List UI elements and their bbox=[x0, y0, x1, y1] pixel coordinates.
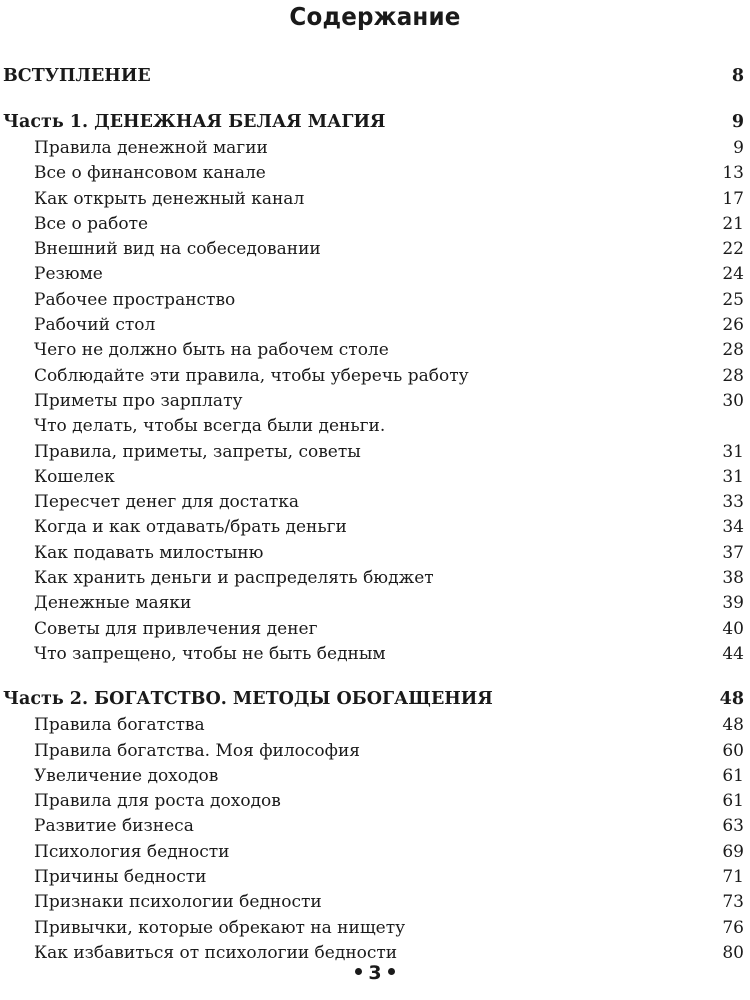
table-of-contents bbox=[0, 62, 750, 984]
toc-page-number: 37 bbox=[722, 542, 744, 563]
footer-page-number: 3 bbox=[368, 962, 382, 984]
toc-item bbox=[0, 764, 750, 789]
toc-page-number: 25 bbox=[722, 289, 744, 310]
toc-heading-part-2 bbox=[0, 685, 750, 713]
toc-item bbox=[0, 364, 750, 389]
toc-page-number: 60 bbox=[722, 740, 744, 761]
toc-item-label: Все о финансовом канале bbox=[34, 163, 266, 184]
toc-page-number: 48 bbox=[722, 715, 744, 736]
toc-items-part-2 bbox=[0, 713, 750, 966]
footer-dot-left bbox=[355, 968, 362, 975]
toc-page-number: 9 bbox=[731, 112, 744, 132]
toc-item-label: Правила, приметы, запреты, советы bbox=[34, 441, 361, 462]
toc-item-label: Внешний вид на собеседовании bbox=[34, 239, 321, 260]
toc-item bbox=[0, 490, 750, 515]
toc-item bbox=[0, 161, 750, 186]
toc-page-number: 9 bbox=[733, 138, 744, 158]
toc-item-label: Соблюдайте эти правила, чтобы уберечь работу bbox=[34, 365, 469, 386]
toc-item bbox=[0, 389, 750, 414]
toc-items-part-1 bbox=[0, 136, 750, 667]
toc-item-label: Как открыть денежный канал bbox=[34, 188, 305, 209]
toc-page-number: 61 bbox=[722, 791, 744, 812]
toc-item-label: Причины бедности bbox=[34, 867, 207, 888]
toc-page-number: 40 bbox=[722, 618, 744, 639]
toc-item bbox=[0, 237, 750, 262]
toc-item-label: Увеличение доходов bbox=[34, 765, 219, 786]
toc-item bbox=[0, 566, 750, 591]
toc-page-number: 38 bbox=[722, 568, 744, 589]
toc-item-label: Что делать, чтобы всегда были деньги. bbox=[34, 416, 386, 437]
toc-item bbox=[0, 414, 750, 439]
toc-page-number: 28 bbox=[722, 365, 744, 386]
toc-page-number: 39 bbox=[722, 593, 744, 614]
toc-section-part-2 bbox=[0, 685, 750, 966]
toc-page-number: 76 bbox=[722, 917, 744, 938]
toc-page-number: 24 bbox=[722, 264, 744, 285]
toc-item-label: Правила денежной магии bbox=[34, 138, 268, 158]
toc-page-number: 13 bbox=[722, 163, 744, 184]
footer-dot-right bbox=[388, 968, 395, 975]
toc-page-number: 21 bbox=[722, 213, 744, 234]
toc-item bbox=[0, 313, 750, 338]
toc-page-number: 44 bbox=[722, 643, 744, 664]
toc-item bbox=[0, 890, 750, 915]
toc-page-number: 69 bbox=[722, 841, 744, 862]
toc-item bbox=[0, 440, 750, 465]
toc-item bbox=[0, 338, 750, 363]
toc-item-label: Резюме bbox=[34, 264, 103, 285]
page-footer bbox=[0, 962, 750, 984]
toc-item bbox=[0, 713, 750, 738]
toc-item bbox=[0, 840, 750, 865]
toc-item-label: Как подавать милостыню bbox=[34, 542, 264, 563]
toc-item-label: Пересчет денег для достатка bbox=[34, 492, 300, 513]
toc-item bbox=[0, 916, 750, 941]
toc-page-number: 73 bbox=[722, 892, 744, 913]
toc-page-number: 63 bbox=[722, 816, 744, 837]
toc-page-number: 31 bbox=[722, 441, 744, 462]
toc-item-label: Как избавиться от психологии бедности bbox=[34, 942, 398, 963]
toc-section-part-1 bbox=[0, 108, 750, 667]
toc-page-number: 31 bbox=[722, 466, 744, 487]
toc-page-number: 22 bbox=[722, 239, 744, 260]
toc-item-label: Правила богатства. Моя философия bbox=[34, 740, 360, 761]
toc-page-number: 80 bbox=[722, 942, 744, 963]
toc-item bbox=[0, 288, 750, 313]
toc-item-label: Когда и как отдавать/брать деньги bbox=[34, 517, 347, 538]
toc-page-number: 71 bbox=[722, 867, 744, 888]
toc-section-intro bbox=[0, 62, 750, 90]
page-title: Содержание bbox=[289, 2, 461, 31]
toc-page-number: 34 bbox=[722, 517, 744, 538]
toc-page-number: 8 bbox=[731, 66, 744, 86]
toc-item-label: Рабочий стол bbox=[34, 315, 156, 336]
toc-page-number: 30 bbox=[722, 390, 744, 411]
toc-item bbox=[0, 739, 750, 764]
toc-item-label: Признаки психологии бедности bbox=[34, 892, 322, 913]
toc-item bbox=[0, 465, 750, 490]
toc-heading-part-1 bbox=[0, 108, 750, 136]
toc-page-number: 48 bbox=[719, 689, 744, 710]
toc-item bbox=[0, 515, 750, 540]
toc-item-label: Правила богатства bbox=[34, 715, 205, 736]
toc-heading-label: Часть 1. ДЕНЕЖНАЯ БЕЛАЯ МАГИЯ bbox=[3, 112, 386, 132]
toc-page-number: 33 bbox=[722, 492, 744, 513]
toc-item bbox=[0, 642, 750, 667]
toc-item-label: Кошелек bbox=[34, 466, 115, 487]
toc-heading-label: Часть 2. БОГАТСТВО. МЕТОДЫ ОБОГАЩЕНИЯ bbox=[3, 689, 493, 710]
toc-item-label: Денежные маяки bbox=[34, 593, 192, 614]
toc-item bbox=[0, 262, 750, 287]
toc-page-number: 17 bbox=[722, 188, 744, 209]
toc-item-label: Советы для привлечения денег bbox=[34, 618, 318, 639]
toc-heading-label: ВСТУПЛЕНИЕ bbox=[3, 66, 151, 86]
toc-item-label: Все о работе bbox=[34, 213, 149, 234]
toc-page-number: 28 bbox=[722, 340, 744, 361]
toc-item-label: Рабочее пространство bbox=[34, 289, 236, 310]
toc-item-label: Психология бедности bbox=[34, 841, 230, 862]
toc-item bbox=[0, 814, 750, 839]
toc-item-label: Как хранить деньги и распределять бюджет bbox=[34, 568, 434, 589]
toc-item bbox=[0, 541, 750, 566]
toc-page-number: 26 bbox=[722, 315, 744, 336]
toc-item bbox=[0, 865, 750, 890]
toc-page-number: 61 bbox=[722, 765, 744, 786]
toc-item-label: Правила для роста доходов bbox=[34, 791, 281, 812]
toc-item bbox=[0, 789, 750, 814]
toc-item-label: Приметы про зарплату bbox=[34, 390, 243, 411]
toc-item-label: Развитие бизнеса bbox=[34, 816, 194, 837]
toc-heading-intro bbox=[0, 62, 750, 90]
toc-item bbox=[0, 187, 750, 212]
toc-item bbox=[0, 212, 750, 237]
toc-item-label: Что запрещено, чтобы не быть бедным bbox=[34, 643, 386, 664]
toc-item-label: Привычки, которые обрекают на нищету bbox=[34, 917, 406, 938]
toc-item bbox=[0, 136, 750, 161]
toc-item-label: Чего не должно быть на рабочем столе bbox=[34, 340, 389, 361]
toc-item bbox=[0, 617, 750, 642]
toc-item bbox=[0, 591, 750, 616]
